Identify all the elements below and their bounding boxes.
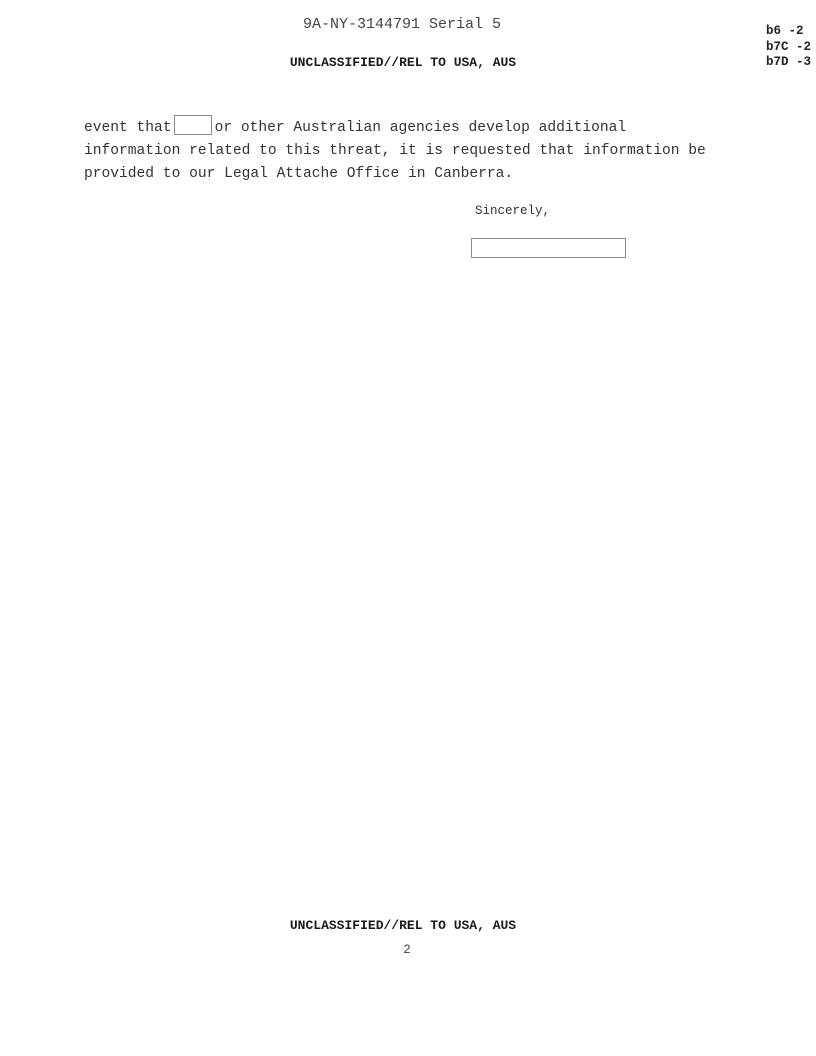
page-number: 2: [403, 943, 411, 957]
body-line: provided to our Legal Attache Office in Canberra.: [84, 166, 514, 182]
redaction-box: [174, 115, 212, 135]
body-text-segment: or other Australian agencies develop additional: [214, 120, 627, 136]
body-paragraph: [84, 117, 706, 186]
exemption-code: b7D -3: [766, 55, 812, 69]
body-line: information related to this threat, it is requested that information be: [84, 143, 706, 159]
serial-number: 9A-NY-3144791 Serial 5: [302, 16, 502, 33]
classification-header: UNCLASSIFIED//REL TO USA, AUS: [289, 55, 517, 70]
exemption-code: b6 -2: [766, 24, 804, 38]
closing-salutation: Sincerely,: [475, 204, 551, 218]
body-text-segment: event that: [84, 120, 172, 136]
classification-footer: UNCLASSIFIED//REL TO USA, AUS: [289, 918, 517, 933]
signature-redaction-box: [471, 238, 626, 258]
exemption-code: b7C -2: [766, 39, 812, 54]
